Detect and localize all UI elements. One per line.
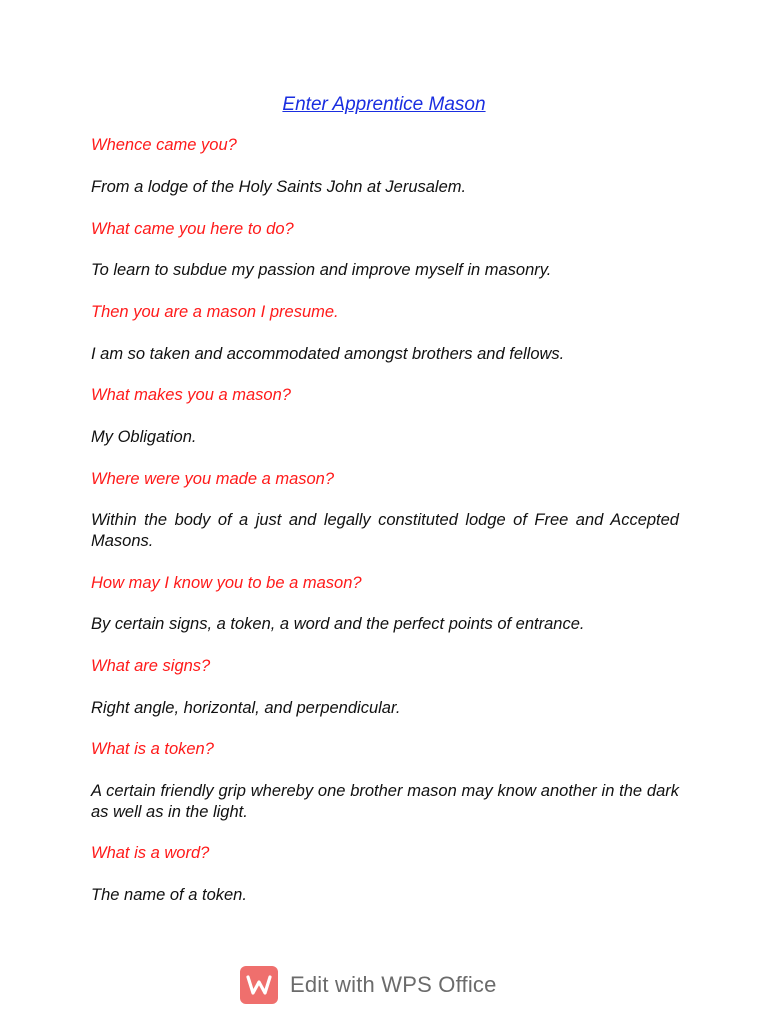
- answer-text: To learn to subdue my passion and improve myself in masonry.: [91, 261, 552, 279]
- question-text: What is a word?: [91, 844, 210, 862]
- answer-text: By certain signs, a token, a word and the perfect points of entrance.: [91, 615, 585, 633]
- question-text: How may I know you to be a mason?: [91, 574, 362, 592]
- question-text: What makes you a mason?: [91, 386, 291, 404]
- answer-text: A certain friendly grip whereby one brother mason may know another in the dark as well as in the light.: [91, 782, 679, 821]
- answer-text: The name of a token.: [91, 886, 247, 904]
- question-text: What are signs?: [91, 657, 211, 675]
- answer-text: Right angle, horizontal, and perpendicular.: [91, 699, 401, 717]
- document-title: Enter Apprentice Mason: [282, 94, 486, 115]
- wps-office-logo-icon: [240, 966, 278, 1004]
- question-text: What came you here to do?: [91, 220, 294, 238]
- wps-edit-banner[interactable]: [240, 965, 497, 1005]
- wps-edit-label: Edit with WPS Office: [290, 972, 497, 997]
- question-text: Then you are a mason I presume.: [91, 303, 339, 321]
- answer-text: I am so taken and accommodated amongst brothers and fellows.: [91, 345, 565, 363]
- question-text: Whence came you?: [91, 136, 237, 154]
- question-text: Where were you made a mason?: [91, 470, 335, 488]
- answer-text: From a lodge of the Holy Saints John at Jerusalem.: [91, 178, 467, 196]
- wps-w-glyph-icon: [246, 974, 272, 996]
- question-text: What is a token?: [91, 740, 214, 758]
- answer-text: My Obligation.: [91, 428, 197, 446]
- answer-text: Within the body of a just and legally constituted lodge of Free and Accepted Masons.: [91, 511, 679, 550]
